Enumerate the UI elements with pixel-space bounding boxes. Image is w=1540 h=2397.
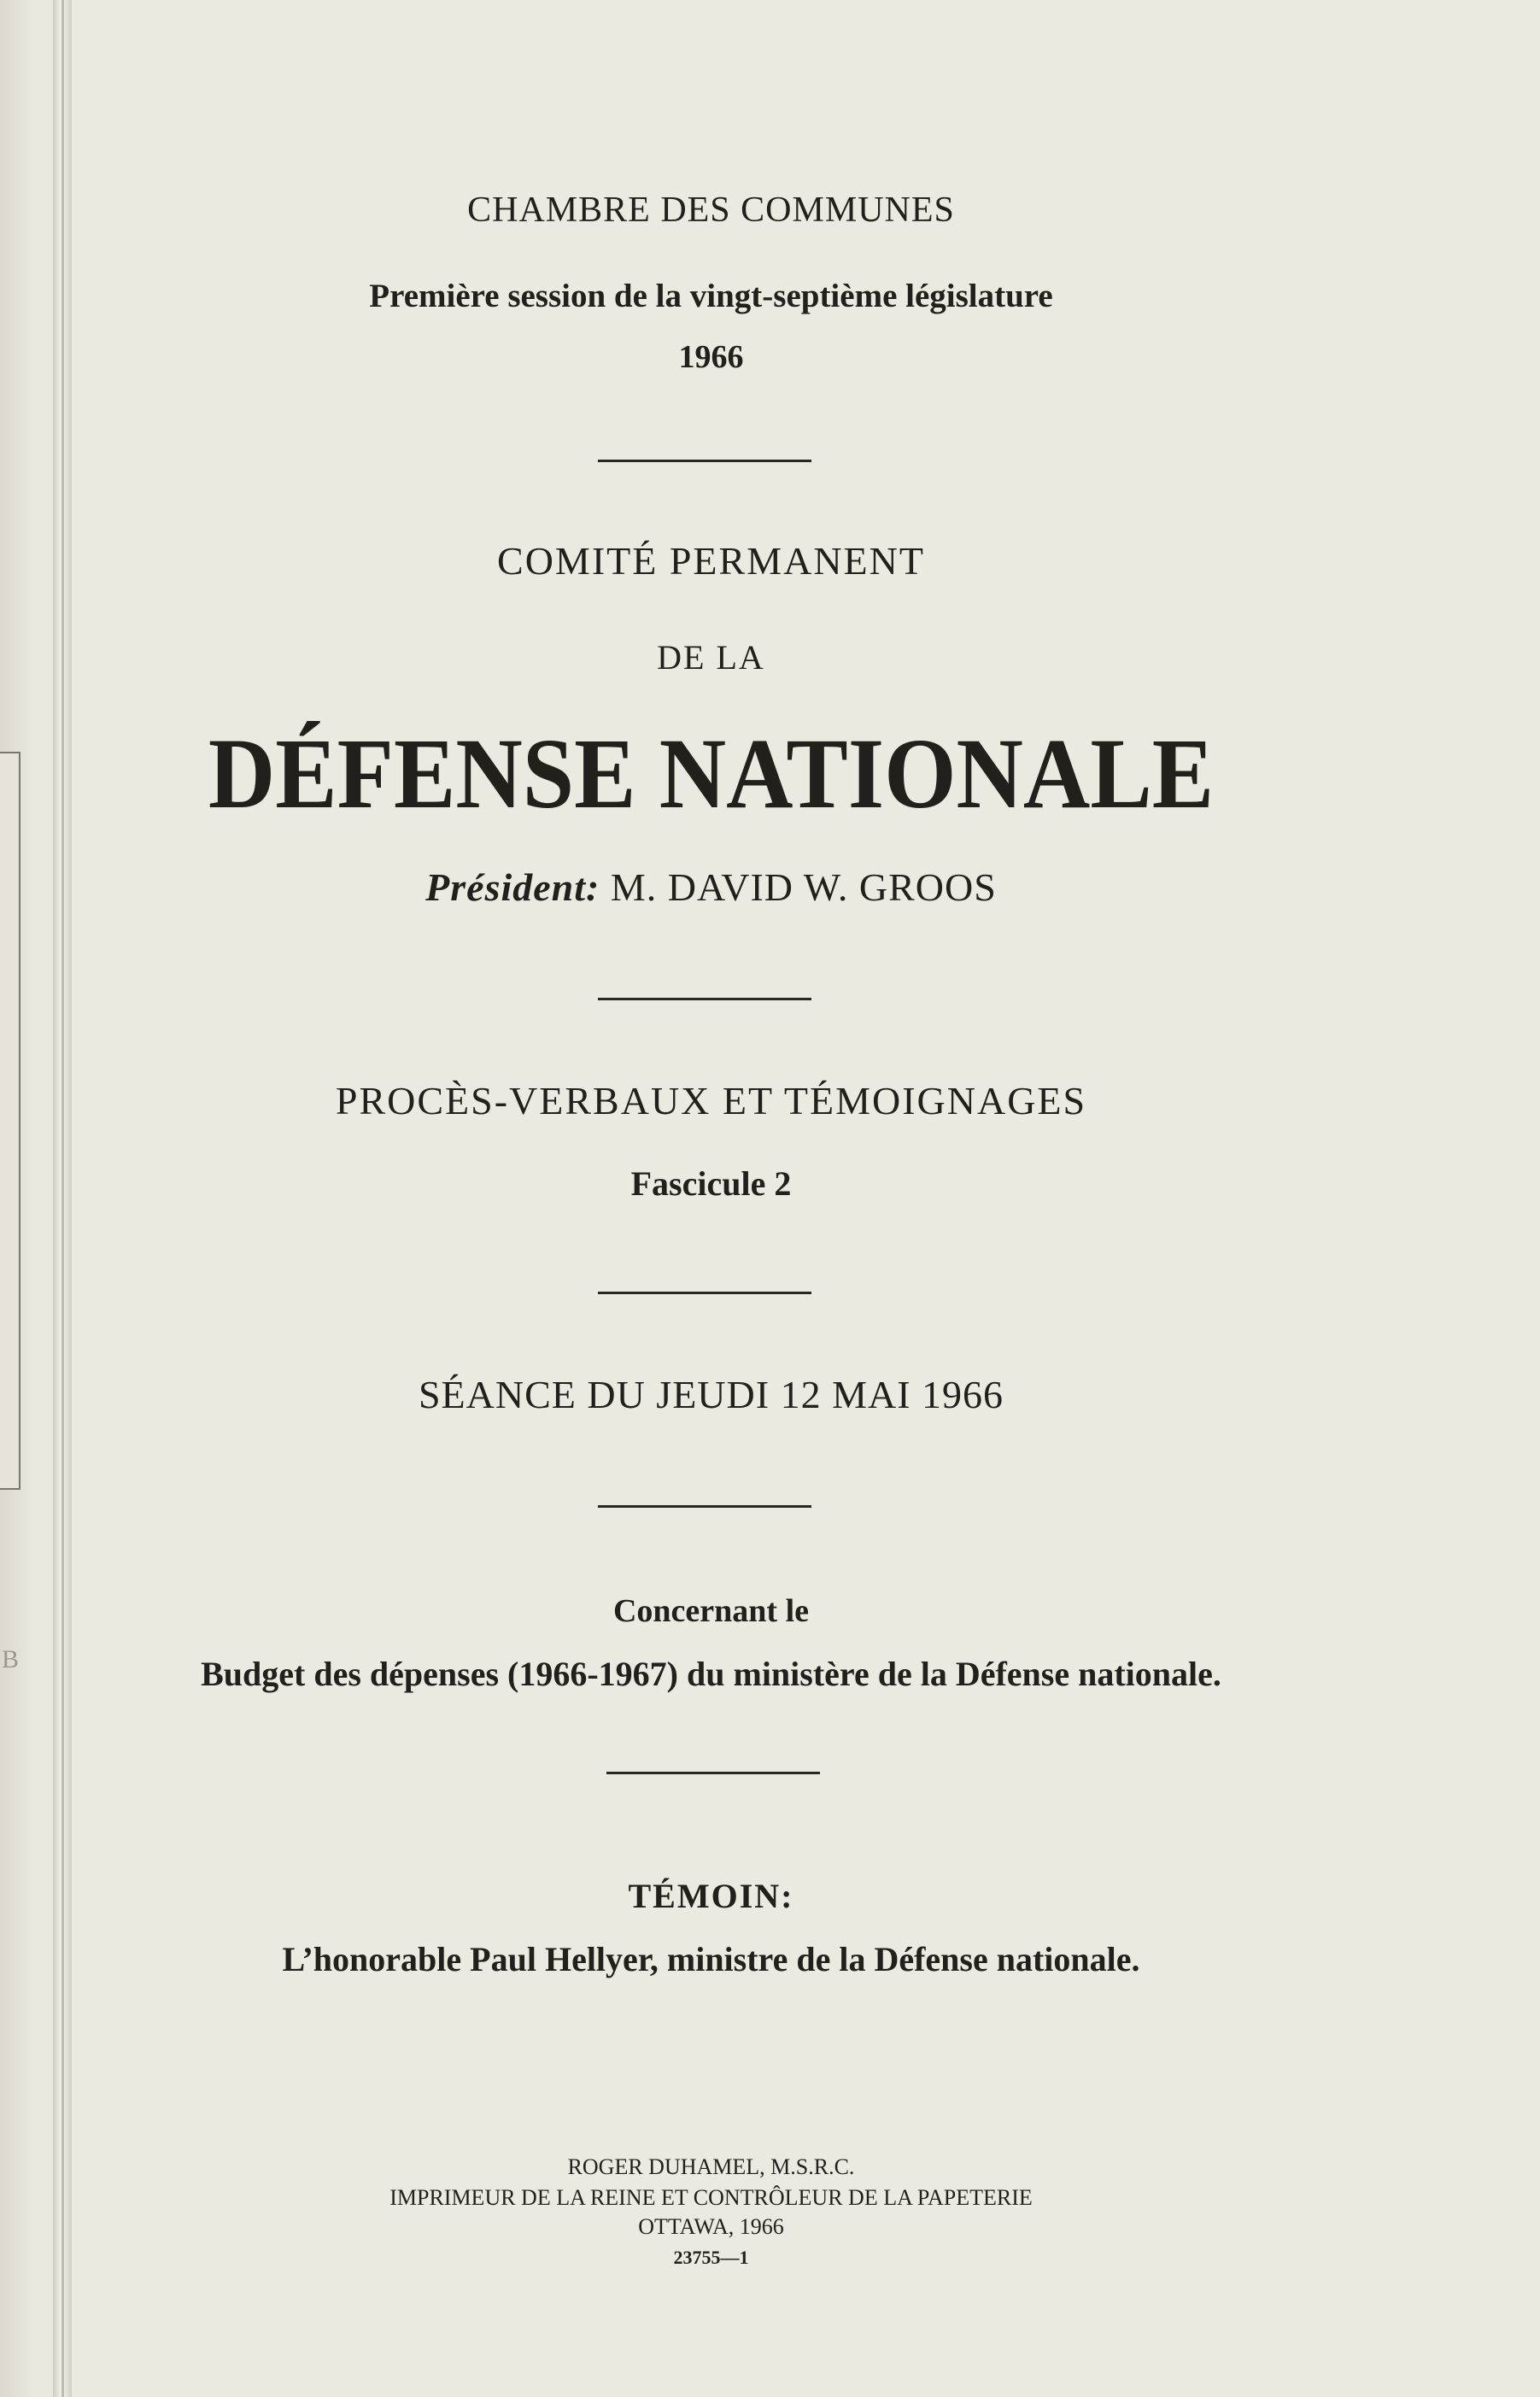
session-year: 1966: [678, 339, 744, 375]
witness-name: L’honorable Paul Hellyer, ministre de la Défense nationale.: [282, 1940, 1140, 1978]
proceedings-title: PROCÈS-VERBAUX ET TÉMOIGNAGES: [335, 1079, 1087, 1122]
sitting-date: SÉANCE DU JEUDI 12 MAI 1966: [418, 1373, 1004, 1416]
divider-rule: [598, 1505, 811, 1508]
divider-rule: [606, 1772, 820, 1774]
imprint-title: IMPRIMEUR DE LA REINE ET CONTRÔLEUR DE LA PAPETERIE: [389, 2185, 1033, 2210]
committee-line-1: COMITÉ PERMANENT: [497, 539, 925, 583]
committee-line-2: DE LA: [657, 638, 765, 677]
divider-rule: [598, 1292, 811, 1294]
committee-chair: [72, 864, 1350, 910]
session-line: Première session de la vingt-septième législature: [369, 278, 1053, 314]
committee-name: DÉFENSE NATIONALE: [208, 718, 1215, 829]
adjacent-page-edge: [0, 752, 20, 1490]
subject-text: Budget des dépenses (1966-1967) du ministère de la Défense nationale.: [201, 1655, 1221, 1693]
issue-number: Fascicule 2: [630, 1164, 792, 1203]
witness-label: TÉMOIN:: [628, 1877, 794, 1915]
imprint-place: OTTAWA, 1966: [638, 2214, 784, 2239]
imprint-printer: ROGER DUHAMEL, M.S.R.C.: [567, 2154, 855, 2179]
divider-rule: [598, 460, 811, 462]
binding-line: [61, 0, 64, 2397]
subject-intro: Concernant le: [612, 1593, 810, 1629]
imprint-code: 23755—1: [673, 2247, 749, 2268]
divider-rule: [598, 998, 811, 1000]
house-title: CHAMBRE DES COMMUNES: [467, 190, 955, 230]
chair-name: M. DAVID W. GROOS: [610, 865, 997, 909]
adjacent-page-letter: B: [2, 1645, 20, 1673]
chair-label: Président:: [425, 865, 600, 909]
